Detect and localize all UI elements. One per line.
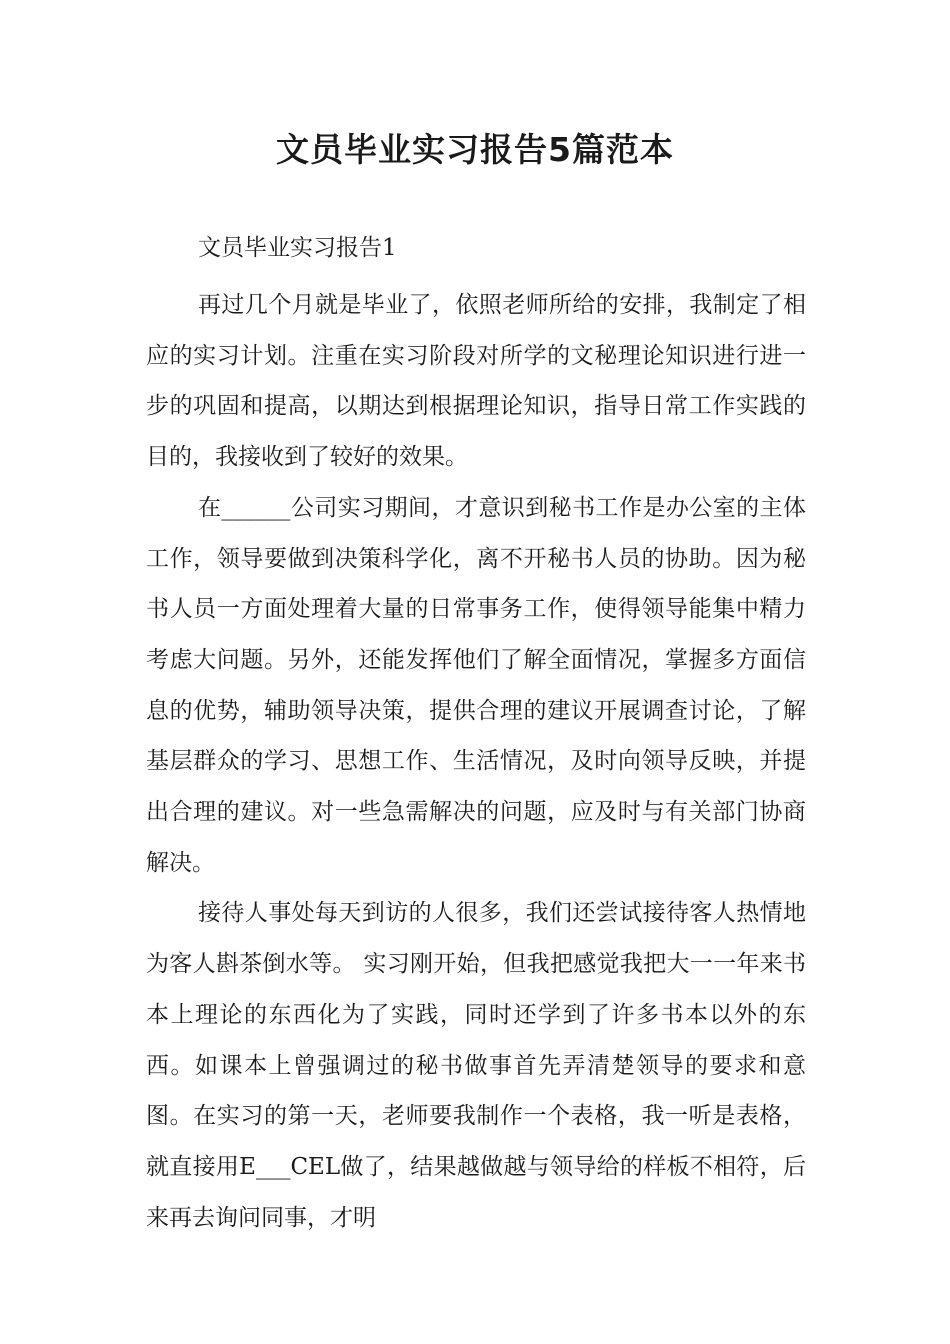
- section-heading: 文员毕业实习报告1: [198, 235, 397, 261]
- document-body: [146, 280, 806, 1243]
- paragraph-3: 接待人事处每天到访的人很多，我们还尝试接待客人热情地为客人斟茶倒水等。 实习刚开始，但我把感觉我把大一一年来书本上理论的东西化为了实践，同时还学到了许多书本以外的东西。如课本上曾强调过的秘书做事首先弄清楚领导的要求和意图。在实习的第一天，老师要我制作一个表格，我一听是表格，就直接用E___CEL做了，结果越做越与领导给的样板不相符，后来再去询问同事，才明: [146, 900, 806, 1231]
- paragraph-2: 在______公司实习期间，才意识到秘书工作是办公室的主体工作，领导要做到决策科学化，离不开秘书人员的协助。因为秘书人员一方面处理着大量的日常事务工作，使得领导能集中精力考虑大问题。另外，还能发挥他们了解全面情况，掌握多方面信息的优势，辅助领导决策，提供合理的建议开展调查讨论，了解基层群众的学习、思想工作、生活情况，及时向领导反映，并提出合理的建议。对一些急需解决的问题，应及时与有关部门协商解决。: [146, 494, 806, 876]
- paragraph-1: 再过几个月就是毕业了，依照老师所给的安排，我制定了相应的实习计划。注重在实习阶段对所学的文秘理论知识进行进一步的巩固和提高，以期达到根据理论知识，指导日常工作实践的目的，我接收到了较好的效果。: [146, 292, 806, 471]
- document-title: 文员毕业实习报告5篇范本: [276, 130, 674, 169]
